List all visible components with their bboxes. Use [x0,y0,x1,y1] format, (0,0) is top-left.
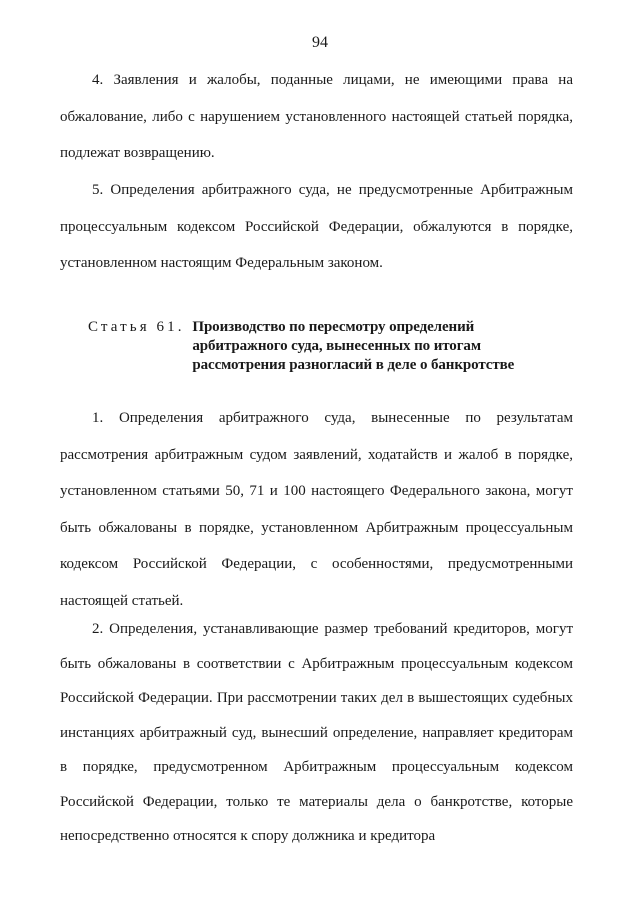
page-number: 94 [312,34,328,51]
article-title: Производство по пересмотру определений арбитражного суда, вынесенных по итогам рассмотрения разногласий в деле о банкротстве [192,319,515,373]
article-heading [88,318,568,375]
article-label: Статья 61. [88,319,185,335]
article-paragraph-2: 2. Определения, устанавливающие размер требований кредиторов, могут быть обжалованы в соответствии с Арбитражным процессуальным кодексом Российской Федерации. При рассмотрении таких дел в вышестоящих судебных инстанциях арбитражный суд, вынесший определение, направляет кредиторам в порядке, предусмотренном Арбитражным процессуальным кодексом Российской Федерации, только те материалы дела о банкротстве, которые непосредственно относятся к спору должника и кредитора [60,621,573,844]
paragraph-item-4: 4. Заявления и жалобы, поданные лицами, не имеющими права на обжалование, либо с нарушением установленного настоящей статьей порядка, подлежат возвращению. [60,72,573,161]
article-paragraph-1: 1. Определения арбитражного суда, вынесенные по результатам рассмотрения арбитражным судом заявлений, ходатайств и жалоб в порядке, установленном статьями 50, 71 и 100 настоящего Федерального закона, могут быть обжалованы в порядке, установленном Арбитражным процессуальным кодексом Российской Федерации, с особенностями, предусмотренными настоящей статьей. [60,410,573,609]
paragraph-item-5: 5. Определения арбитражного суда, не предусмотренные Арбитражным процессуальным кодексом Российской Федерации, обжалуются в порядке, установленном настоящим Федеральным законом. [60,182,573,271]
